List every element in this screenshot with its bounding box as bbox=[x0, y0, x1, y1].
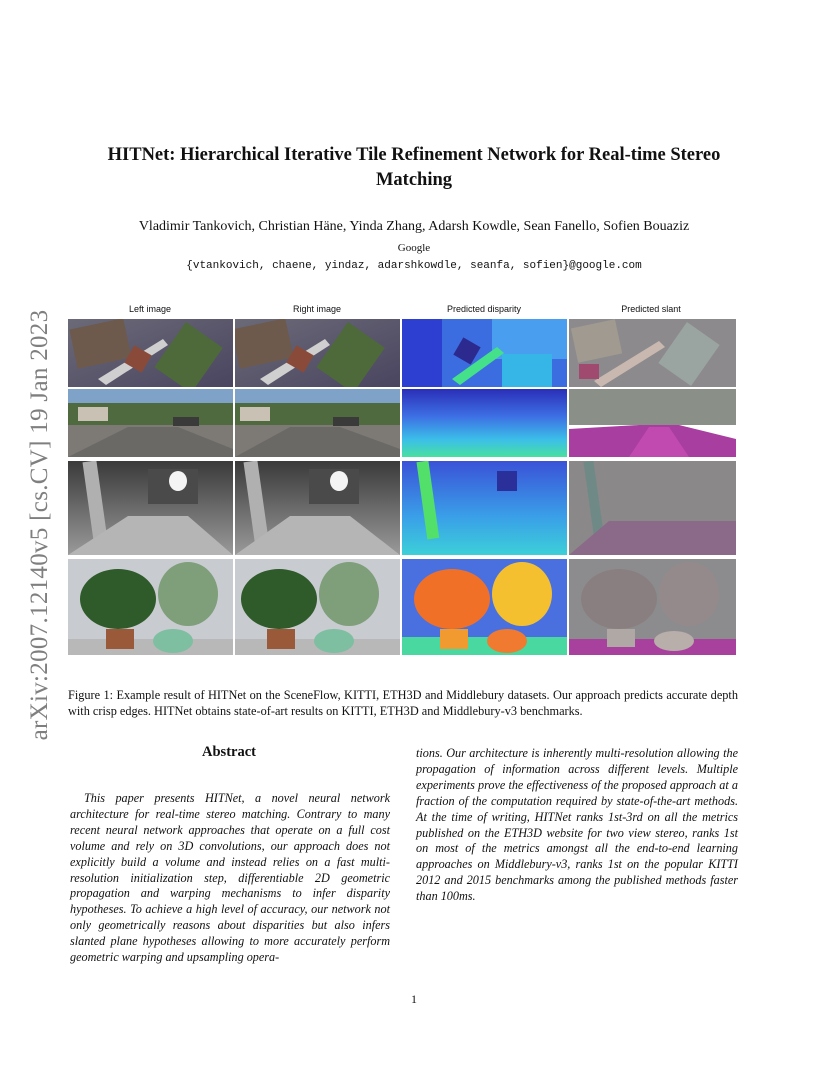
eth3d-right-image bbox=[235, 461, 400, 555]
eth3d-predicted-disparity bbox=[402, 461, 567, 555]
kitti-predicted-slant bbox=[569, 389, 736, 457]
middlebury-predicted-slant bbox=[569, 559, 736, 655]
sceneflow-right-image bbox=[235, 319, 400, 387]
arxiv-side-stamp bbox=[20, 290, 60, 760]
abstract-text-left: This paper presents HITNet, a novel neural network architecture for real-time stereo matching. Contrary to many recent neural network approaches that operate on a full cost volume and rely on 3D convolutions, our approach does not explicitly build a volume and instead relies on a fast multi-resolution initialization step, differentiable 2D geometric propagation and warping mechanisms to infer disparity hypotheses. To achieve a high level of accuracy, our network not only geometrically reasons about disparities but also infers slanted plane hypotheses allowing to more accurately perform geometric warping and upsampling opera- bbox=[70, 791, 390, 965]
column-label-right-image: Right image bbox=[292, 304, 342, 314]
affiliation: Google bbox=[397, 242, 431, 254]
eth3d-left-image bbox=[68, 461, 233, 555]
eth3d-predicted-slant bbox=[569, 461, 736, 555]
kitti-left-image bbox=[68, 389, 233, 457]
abstract-heading: Abstract bbox=[202, 744, 256, 760]
column-label-left-image: Left image bbox=[128, 304, 172, 314]
sceneflow-predicted-disparity bbox=[402, 319, 567, 387]
figure-1 bbox=[68, 304, 736, 656]
column-label-predicted-disparity: Predicted disparity bbox=[446, 304, 522, 314]
middlebury-predicted-disparity bbox=[402, 559, 567, 655]
kitti-predicted-disparity bbox=[402, 389, 567, 457]
middlebury-right-image bbox=[235, 559, 400, 655]
column-label-predicted-slant: Predicted slant bbox=[621, 304, 681, 314]
middlebury-left-image bbox=[68, 559, 233, 655]
author-emails: {vtankovich, chaene, yindaz, adarshkowdle, seanfa, sofien}@google.com bbox=[186, 260, 642, 272]
kitti-right-image bbox=[235, 389, 400, 457]
figure-caption: Figure 1: Example result of HITNet on the SceneFlow, KITTI, ETH3D and Middlebury datasets. Our approach predicts accurate depth with crisp edges. HITNet obtains state-of-art results on KITTI, ETH3D and Middlebury-v3 benchmarks. bbox=[68, 688, 738, 718]
sceneflow-left-image bbox=[68, 319, 233, 387]
arxiv-identifier: arXiv:2007.12140v5 [cs.CV] 19 Jan 2023 bbox=[26, 309, 53, 741]
figure-column-labels bbox=[68, 304, 736, 318]
sceneflow-predicted-slant bbox=[569, 319, 736, 387]
paper-title: HITNet: Hierarchical Iterative Tile Refinement Network for Real-time Stereo Matching bbox=[107, 145, 721, 190]
author-list: Vladimir Tankovich, Christian Häne, Yinda Zhang, Adarsh Kowdle, Sean Fanello, Sofien Bouaziz bbox=[138, 219, 690, 234]
page-number: 1 bbox=[411, 992, 417, 1006]
abstract-text-right: tions. Our architecture is inherently multi-resolution allowing the propagation of information across different levels. Multiple experiments prove the effectiveness of the proposed approach at a fraction of the computation required by state-of-the-art methods. At the time of writing, HITNet ranks 1st-3rd on all the metrics published on the ETH3D website for two view stereo, ranks 1st on most of the metrics amongst all the end-to-end learning approaches on Middlebury-v3, ranks 1st on the popular KITTI 2012 and 2015 benchmarks among the published methods faster than 100ms. bbox=[416, 746, 738, 904]
